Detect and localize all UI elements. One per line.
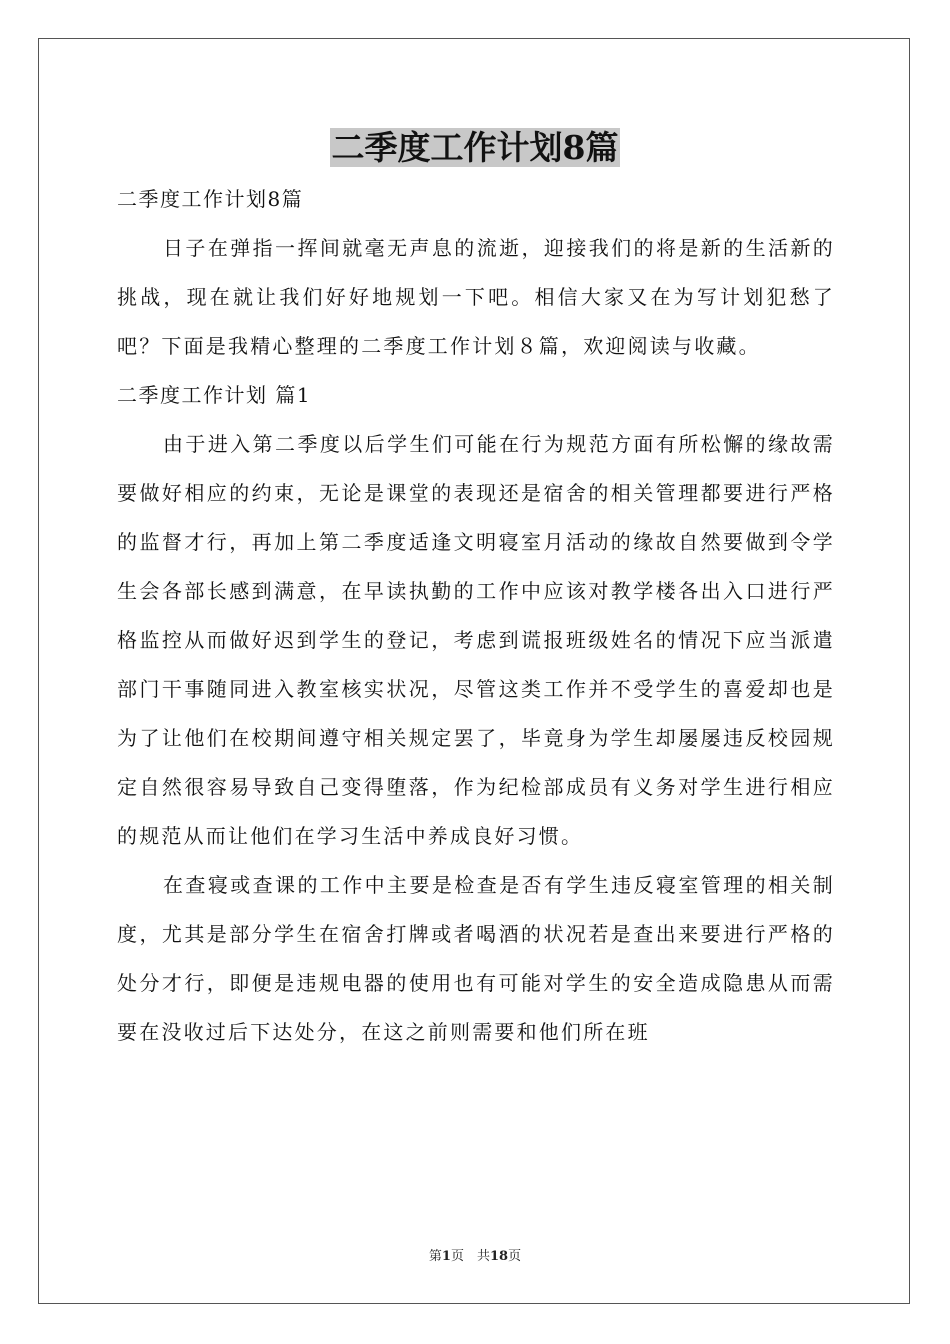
page-suffix: 页 (508, 1249, 522, 1264)
document-subtitle: 二季度工作计划8篇 (117, 187, 304, 211)
section-1-heading: 二季度工作计划 篇1 (117, 383, 312, 407)
total-page-count: 18 (489, 1249, 509, 1264)
section-1-paragraph-1: 由于进入第二季度以后学生们可能在行为规范方面有所松懈的缘故需要做好相应的约束，无论是课堂的表现还是宿舍的相关管理都要进行严格的监督才行，再加上第二季度适逢文明寝室月活动的缘故自然要做到令学生会各部长感到满意，在早读执勤的工作中应该对教学楼各出入口进行严格监控从而做好迟到学生的登记，考虑到谎报班级姓名的情况下应当派遣部门干事随同进入教室核实状况，尽管这类工作并不受学生的喜爱却也是为了让他们在校期间遵守相关规定罢了，毕竟身为学生却屡屡违反校园规定自然很容易导致自己变得堕落，作为纪检部成员有义务对学生进行相应的规范从而让他们在学习生活中养成良好习惯。 (117, 432, 835, 848)
document-title-text: 二季度工作计划8篇 (331, 128, 619, 167)
current-page-number: 1 (441, 1249, 451, 1264)
document-title (0, 125, 950, 171)
intro-paragraph: 日子在弹指一挥间就毫无声息的流逝，迎接我们的将是新的生活新的挑战，现在就让我们好好地规划一下吧。相信大家又在为写计划犯愁了吧？下面是我精心整理的二季度工作计划８篇，欢迎阅读与收藏。 (117, 236, 835, 358)
page-prefix: 第 (428, 1249, 442, 1264)
section-1-paragraph-2: 在查寝或查课的工作中主要是检查是否有学生违反寝室管理的相关制度，尤其是部分学生在宿舍打牌或者喝酒的状况若是查出来要进行严格的处分才行，即便是违规电器的使用也有可能对学生的安全造成隐患从而需要在没收过后下达处分，在这之前则需要和他们所在班 (117, 873, 835, 1044)
page-number-footer (0, 1248, 950, 1266)
page-middle-text: 页 共 (450, 1249, 490, 1264)
document-body (117, 175, 835, 1057)
